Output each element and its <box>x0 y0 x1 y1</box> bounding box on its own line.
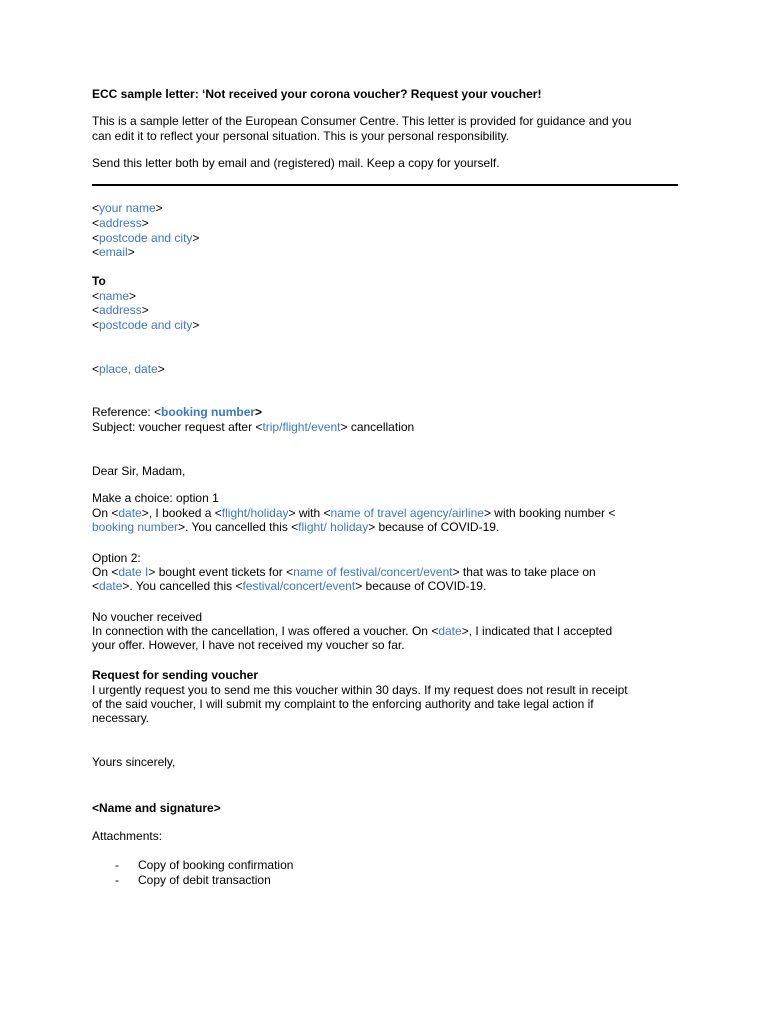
option1-line-1: On <date>, I booked a <flight/holiday> with <name of travel agency/airline> with booking number < <box>92 506 616 520</box>
place-date: <place, date> <box>92 362 165 376</box>
sender-address: <address> <box>92 216 149 230</box>
subject-line: Subject: voucher request after <trip/flight/event> cancellation <box>92 420 415 434</box>
sender-name: <your name> <box>92 201 163 215</box>
request-line-3: necessary. <box>92 711 150 725</box>
option1-line-2: booking number>. You cancelled this <flight/ holiday> because of COVID-19. <box>92 520 500 534</box>
request-heading: Request for sending voucher <box>92 668 259 682</box>
recipient-postcode: <postcode and city> <box>92 318 200 332</box>
no-voucher-line-1: In connection with the cancellation, I was offered a voucher. On <date>, I indicated that I accepted <box>92 624 613 638</box>
reference-line: Reference: <booking number> <box>92 405 263 419</box>
sender-postcode: <postcode and city> <box>92 231 200 245</box>
divider <box>92 184 678 186</box>
salutation: Dear Sir, Madam, <box>92 464 186 478</box>
send-instruction: Send this letter both by email and (registered) mail. Keep a copy for yourself. <box>92 156 500 170</box>
recipient-name: <name> <box>92 289 137 303</box>
recipient-address: <address> <box>92 303 149 317</box>
request-line-1: I urgently request you to send me this voucher within 30 days. If my request does not result in receipt <box>92 683 628 697</box>
intro-line-2: can edit it to reflect your personal situation. This is your personal responsibility. <box>92 129 510 143</box>
recipient-heading: To <box>92 274 106 288</box>
option2-heading: Option 2: <box>92 551 141 565</box>
letter-title: ECC sample letter: ‘Not received your corona voucher? Request your voucher! <box>92 87 542 101</box>
name-and-signature: <Name and signature> <box>92 801 221 815</box>
option1-heading: Make a choice: option 1 <box>92 491 219 505</box>
closing: Yours sincerely, <box>92 755 176 769</box>
request-line-2: of the said voucher, I will submit my complaint to the enforcing authority and take legal action if <box>92 697 594 711</box>
no-voucher-line-2: your offer. However, I have not received my voucher so far. <box>92 638 405 652</box>
option2-line-1: On <date I> bought event tickets for <name of festival/concert/event> that was to take place on <box>92 565 596 579</box>
attachments-heading: Attachments: <box>92 829 163 843</box>
intro-line-1: This is a sample letter of the European Consumer Centre. This letter is provided for guidance and you <box>92 114 632 128</box>
option2-line-2: <date>. You cancelled this <festival/concert/event> because of COVID-19. <box>92 579 487 593</box>
letter-page: ECC sample letter: ‘Not received your corona voucher? Request your voucher! This is a sample letter of the European Consumer Centre. This letter is provided for guidance and you can edit it to reflect your personal situation. This is your personal responsibility. Send this letter both by email and (registered) mail. Keep a copy for yourself. <your name> <address> <postcode and city> <email> To <name> <address> <postcode and city> <place, date> Reference: <booking number> Subject: voucher request after <trip/flight/event> cancellation Dear Sir, Madam, Make a choice: option 1 On <date>, I booked a <flight/holiday> with <name of travel agency/airline> with booking number < booking number>. You cancelled this <flight/ holiday> because of COVID-19. Option 2: On <date I> bought event tickets for <name of festival/concert/event> that was to take place on <date>. You cancelled this <festival/concert/event> because of COVID-19. No voucher received In connection with the cancellation, I was offered a voucher. On <date>, I indicated that I accepted your offer. However, I have not received my voucher so far. Request for sending voucher I urgently request you to send me this voucher within 30 days. If my request does not result in receipt of the said voucher, I will submit my complaint to the enforcing authority and take legal action if necessary. Yours sincerely, <Name and signature> Attachments: - Copy of booking confirmation - Copy of debit transaction <box>0 0 770 1024</box>
no-voucher-heading: No voucher received <box>92 610 203 624</box>
sender-email: <email> <box>92 245 135 259</box>
